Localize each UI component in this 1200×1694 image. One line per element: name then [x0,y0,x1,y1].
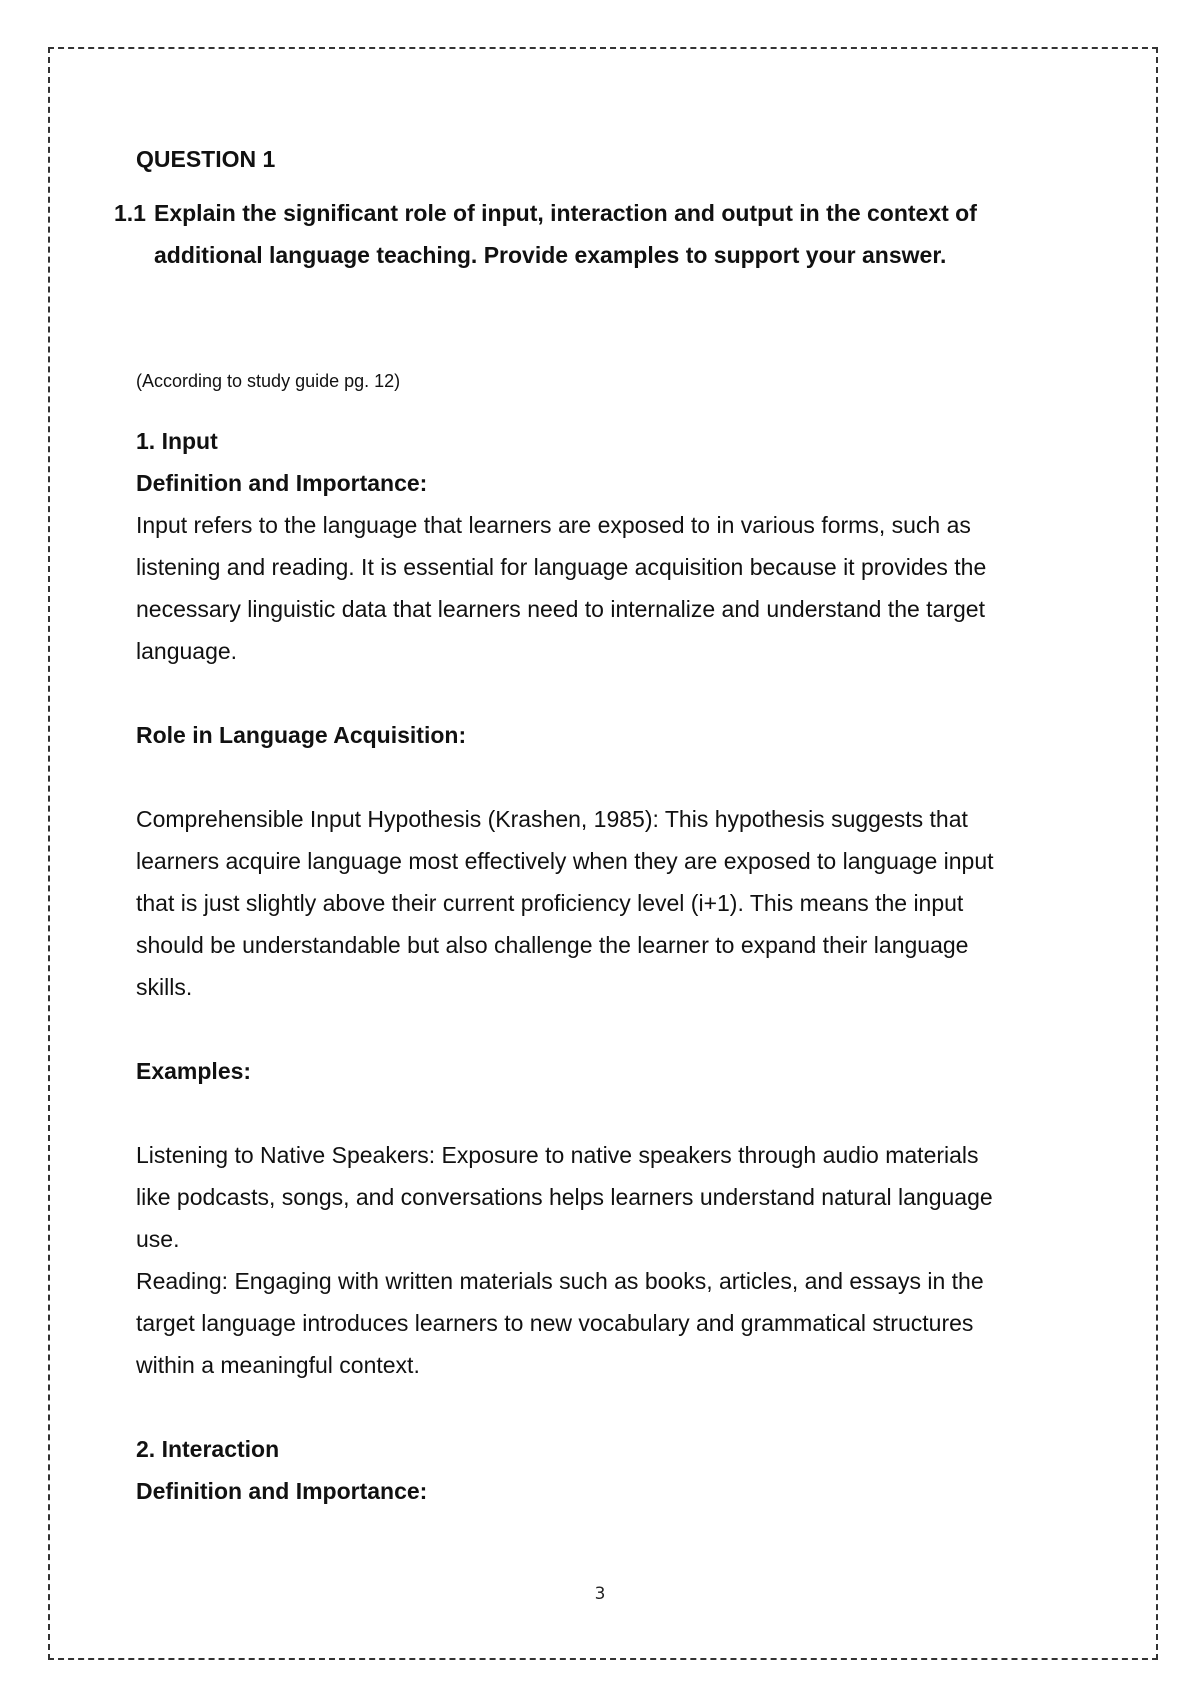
input-definition-text: Input refers to the language that learners are exposed to in various forms, such as listening and reading. It is essential for language acquisition because it provides the necessary linguistic data that learners need to internalize and understand the target language. [136,512,987,664]
input-role-text: Comprehensible Input Hypothesis (Krashen, 1985): This hypothesis suggests that learners acquire language most effectively when they are exposed to language input that is just slightly above their current proficiency level (i+1). This means the input should be understandable but also challenge the learner to expand their language skills. [136,806,994,1000]
question-prompt [114,192,1016,276]
question-heading: QUESTION 1 [136,146,276,172]
source-note: (According to study guide pg. 12) [136,371,401,391]
interaction-section-title: 2. Interaction [136,1436,280,1462]
interaction-definition-heading: Definition and Importance: [136,1478,428,1504]
input-examples-heading: Examples: [136,1058,252,1084]
document-body [114,138,1016,1512]
example-listening: Listening to Native Speakers: Exposure to native speakers through audio materials like podcasts, songs, and conversations helps learners understand natural language use. [136,1142,993,1252]
page-number: 3 [594,1584,606,1604]
input-definition-heading: Definition and Importance: [136,470,428,496]
example-reading: Reading: Engaging with written materials such as books, articles, and essays in the target language introduces learners to new vocabulary and grammatical structures within a meaningful context. [136,1268,984,1378]
question-number: 1.1 [114,200,146,226]
input-section-title: 1. Input [136,428,218,454]
question-text: Explain the significant role of input, interaction and output in the context of additional language teaching. Provide examples to support your answer. [154,200,977,268]
input-role-heading: Role in Language Acquisition: [136,722,467,748]
